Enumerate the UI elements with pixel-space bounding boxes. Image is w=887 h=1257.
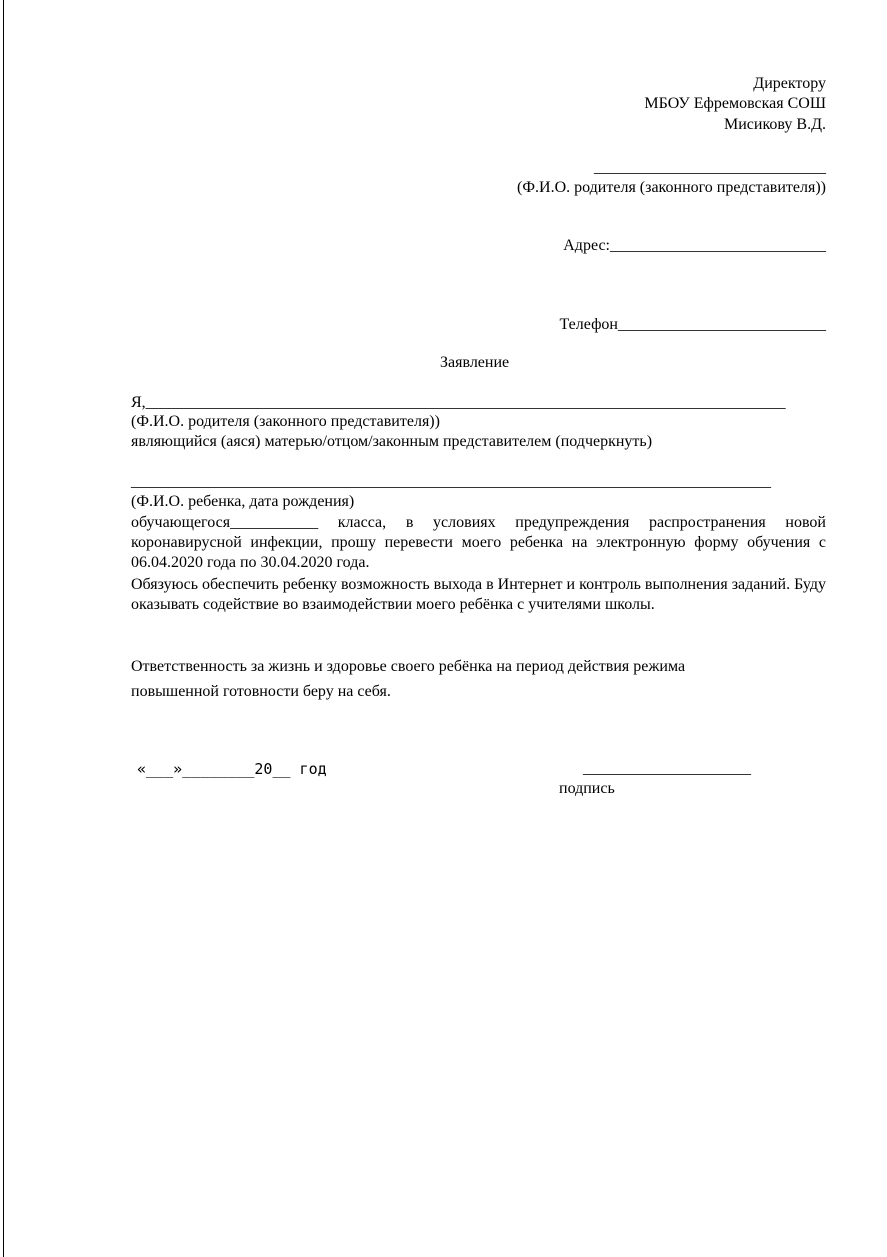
addressee-name: Мисикову В.Д. <box>723 116 826 133</box>
applicant-i-line: Я,________________________________________________________________________________ <box>131 394 786 411</box>
applicant-name-blank: _____________________________ <box>594 159 826 176</box>
relation-line: являющийся (аяся) матерью/отцом/законным представителем (подчеркнуть) <box>131 433 653 450</box>
addressee-title: Директору <box>753 75 826 92</box>
signature-caption: подпись <box>559 780 615 797</box>
child-name-blank: ________________________________________________________________________________ <box>131 473 771 490</box>
address-field: Адрес:___________________________ <box>563 237 826 254</box>
obligation-paragraph: Обязуюсь обеспечить ребенку возможность выхода в Интернет и контроль выполнения заданий. Буду оказывать содействие во взаимодействии моего ребёнка с учителями школы. <box>131 576 826 613</box>
responsibility-line-1: Ответственность за жизнь и здоровье своего ребёнка на период действия режима <box>131 658 686 675</box>
child-name-caption: (Ф.И.О. ребенка, дата рождения) <box>131 493 355 510</box>
responsibility-line-2: повышенной готовности беру на себя. <box>131 683 391 700</box>
date-field: «___»________20__ год <box>137 760 327 778</box>
phone-field: Телефон__________________________ <box>559 316 826 333</box>
page-left-border <box>3 0 4 1257</box>
parent-name-caption: (Ф.И.О. родителя (законного представителя)) <box>131 413 440 430</box>
document-title: Заявление <box>440 354 510 371</box>
addressee-school: МБОУ Ефремовская СОШ <box>644 95 826 112</box>
request-paragraph: обучающегося___________ класса, в условиях предупреждения распространения новой коронавирусной инфекции, прошу перевести моего ребенка на электронную форму обучения с 06.04.2020 года по 30.04.2020 года. <box>131 514 826 571</box>
signature-blank: _____________________ <box>583 760 751 777</box>
applicant-name-caption: (Ф.И.О. родителя (законного представителя)) <box>517 179 826 196</box>
